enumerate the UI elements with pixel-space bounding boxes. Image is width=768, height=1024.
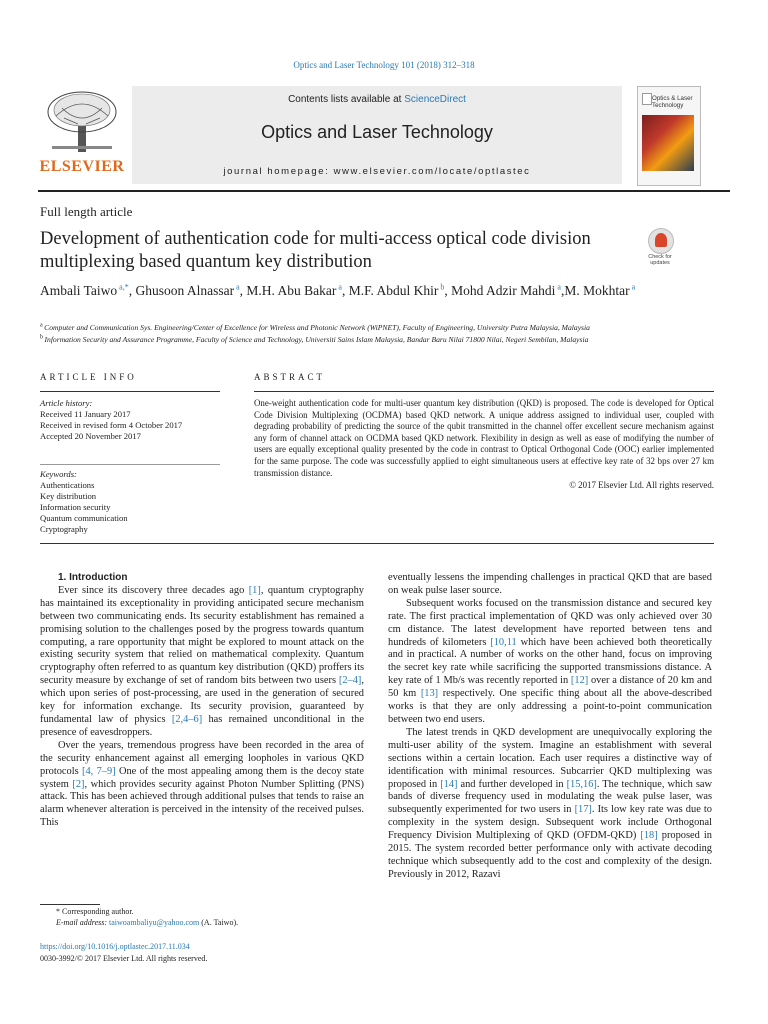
paragraph-text: . The technique, which saw bands of diverse frequency used in modulating the weak pulse laser, was subsequently experimented for two users in: [388, 778, 713, 816]
contents-line: [132, 94, 622, 105]
author-separator: ,: [444, 283, 452, 298]
paragraph-text: . Its low key rate was due to complexity in the system design. Subsequent work include Orthogonal Frequency Division Multiplexing of QKD (OFDM-QKD): [388, 804, 712, 842]
contents-prefix: Contents lists available at: [288, 94, 405, 105]
abstract-heading: ABSTRACT: [254, 372, 326, 382]
sciencedirect-link[interactable]: ScienceDirect: [404, 94, 466, 105]
keywords-rule: [40, 464, 220, 465]
affiliation-text: Computer and Communication Sys. Engineering/Center of Excellence for Wireless and Photonic Network (WiPNET), Faculty of Engineering, University Putra Malaysia, Malaysia: [44, 323, 590, 332]
author-affiliation-mark[interactable]: a,*: [117, 282, 129, 292]
body-paragraph: [388, 598, 712, 727]
paragraph-text: has remained unconditional in the presence of eavesdroppers.: [40, 713, 364, 738]
affiliation-line: [40, 322, 720, 334]
author-affiliation-mark[interactable]: a: [234, 282, 240, 292]
journal-name: Optics and Laser Technology: [261, 122, 493, 142]
keywords-list: [40, 480, 220, 535]
author-name[interactable]: Ambali Taiwo: [40, 283, 118, 298]
author-separator: ,: [560, 283, 565, 298]
email-suffix: (A. Taiwo).: [199, 918, 239, 927]
author-name[interactable]: M. Mokhtar: [564, 283, 630, 298]
keyword-item: Cryptography: [40, 524, 88, 534]
crossmark-button[interactable]: [640, 228, 680, 268]
affiliation-line: [40, 334, 720, 346]
citation-link[interactable]: [4, 7–9]: [82, 765, 116, 777]
body-right-column: [388, 572, 712, 882]
doi-block: [40, 941, 370, 965]
abstract-section: [254, 372, 714, 490]
paragraph-text: which have been achieved both theoretically and in practical. A number of works on the other hand, focus on improving the secret key rate while sacrificing the supported transmissions distance. A key rate of 1 Mb/s was recently reported in: [388, 636, 713, 687]
paragraph-text: Over the years, tremendous progress have been recorded in the area of the security enhancement against all emerging loopholes in various QKD protocols: [40, 739, 364, 777]
email-label: E-mail address:: [56, 918, 110, 927]
abstract-bottom-rule: [40, 543, 714, 544]
cover-mini-logo-icon: [642, 93, 652, 105]
paragraph-text: and further developed in: [457, 778, 567, 790]
paragraph-text: respectively. One specific thing about all the above-described works is that they are only addressing a point-to-point communication between two end users.: [388, 688, 712, 725]
abstract-copyright: © 2017 Elsevier Ltd. All rights reserved.: [569, 480, 714, 491]
crossmark-label: Check for updates: [648, 254, 672, 266]
keyword-item: Key distribution: [40, 491, 97, 501]
journal-citation[interactable]: Optics and Laser Technology 101 (2018) 312–318: [293, 60, 475, 70]
crossmark-icon: [648, 228, 674, 254]
paragraph-text: Ever since its discovery three decades ago: [58, 584, 249, 596]
journal-header-band: [132, 86, 622, 184]
author-name[interactable]: M.H. Abu Bakar: [246, 283, 337, 298]
history-item: Received 11 January 2017: [40, 409, 131, 419]
paragraph-text: Subsequent works focused on the transmission distance and secured key rate. The first practical implementation of QKD was only achieved over 30 cm distance. The latest development have reported between tens and hundreds of kilometers: [388, 597, 712, 648]
citation-link[interactable]: [1]: [248, 584, 261, 596]
affiliation-mark: a: [40, 322, 45, 329]
body-paragraph: [388, 572, 712, 598]
affiliation-text: Information Security and Assurance Programme, Faculty of Science and Technology, Universiti Sains Islam Malaysia, Bandar Baru Nilai 71800 Nilai, Negeri Sembilan, Malaysia: [44, 335, 589, 344]
abstract-rule: [254, 391, 714, 392]
cover-title: Optics & Laser Technology: [652, 95, 693, 109]
right-paragraphs: [388, 572, 712, 882]
keyword-item: Quantum communication: [40, 513, 128, 523]
affiliations: [40, 322, 720, 346]
history-item: Accepted 20 November 2017: [40, 431, 141, 441]
citation-link[interactable]: [2]: [72, 778, 85, 790]
elsevier-wordmark: ELSEVIER: [39, 158, 125, 175]
abstract-text: One-weight authentication code for multi-user quantum key distribution (QKD) is proposed. The code is developed for Optical Code Division Multiplexing (OCDMA) based QKD network. A unique address assigned to individual user, coupled with degrading probability of predicting the source of the qubit transmitted in the channel offer excellent secure mechanism against any form of channel attack on OCDMA based QKD network. Flexibility in design as well as ease of modifying the number of users are equally exceptional quality presented by the code in contrast to Optical Orthogonal Code (OOC) earlier implemented for the same purpose. The code was successfully applied to eight simultaneous users at effective key rate of 32 bps over 27 km transmission distance.: [254, 398, 714, 478]
body-paragraph: [40, 740, 364, 830]
left-paragraphs: [40, 585, 364, 830]
article-type: Full length article: [40, 204, 133, 219]
article-info: [40, 372, 220, 535]
paragraph-text: proposed in 2015. The system recorded better performance only with activate decoding technique which subsequently add to the cost and complexity of the design. Previously in 2012, Razavi: [388, 830, 712, 880]
paragraph-text: , quantum cryptography has maintained its exceptionality in providing anticipated secure mechanism between two communicating ends. Its security establishment has remained a promising solution to the challenges posed by the progress towards quantum computing, a rare opportunity that might be explored to mount attack on the existing security system that relied on mathematical complexity. Quantum cryptography often referred to as quantum key distribution (QKD) proffers its security measure by exchange of set of random bits between two users: [40, 584, 364, 687]
author-name[interactable]: Mohd Adzir Mahdi: [451, 283, 556, 298]
paragraph-text: One of the most appealing among them is the decoy state system: [40, 765, 364, 790]
author-name[interactable]: M.F. Abdul Khir: [348, 283, 439, 298]
journal-homepage[interactable]: journal homepage: www.elsevier.com/locate/optlastec: [223, 166, 531, 177]
author-separator: ,: [341, 283, 349, 298]
email-link[interactable]: taiwoambaliyu@yahoo.com: [109, 918, 200, 927]
author-separator: ,: [128, 283, 136, 298]
footnotes: [40, 906, 370, 928]
cover-image: [642, 115, 694, 171]
history-label: Article history:: [40, 398, 93, 408]
author-name[interactable]: Ghusoon Alnassar: [135, 283, 235, 298]
keyword-item: Authentications: [40, 480, 95, 490]
paragraph-text: , which upon series of post-processing, are used in the generation of secured key for information exchange. Its security provision, guaranteed by fundamental law of physics: [40, 675, 364, 725]
affiliation-mark: b: [40, 334, 45, 341]
citation-link[interactable]: [15,16]: [566, 778, 597, 790]
elsevier-tree-icon: [44, 88, 120, 154]
doi-link[interactable]: https://doi.org/10.1016/j.optlastec.2017.11.034: [40, 942, 190, 951]
author-list: [40, 282, 690, 300]
body-left-column: [40, 572, 364, 830]
issn-line: 0030-3992/© 2017 Elsevier Ltd. All rights reserved.: [40, 954, 208, 963]
article-info-rule: [40, 391, 220, 392]
history-item: Received in revised form 4 October 2017: [40, 420, 183, 430]
citation-link[interactable]: [18]: [640, 830, 658, 842]
paragraph-text: over a distance of 20 km and 50 km: [388, 675, 712, 700]
journal-cover-thumbnail[interactable]: [637, 86, 701, 186]
author-affiliation-mark[interactable]: b: [438, 282, 445, 292]
citation-link[interactable]: [10,11: [490, 636, 517, 648]
citation-link[interactable]: [17]: [574, 804, 592, 816]
paragraph-text: , which provides security against Photon Number Splitting (PNS) attack. This has been achieved through additional pulses that tends to raise an alarm whenever alteration is perceived in the intensity of the received pulses. This: [40, 778, 365, 829]
paragraph-text: The latest trends in QKD development are unequivocally exploring the multi-user ability of the system. Imagine an establishment with several sections within a certain location. Each user requires a distinctive way of identification with minimal resources. Subcarrier QKD multiplexing was proposed in: [388, 726, 712, 790]
elsevier-logo: [38, 86, 126, 182]
keywords-label: Keywords:: [40, 469, 77, 479]
author-affiliation-mark[interactable]: a: [629, 282, 636, 292]
citation-link[interactable]: [2,4–6]: [171, 713, 203, 725]
citation-link[interactable]: [2–4]: [338, 675, 362, 687]
section-heading: 1. Introduction: [58, 572, 128, 583]
footnote-rule: [40, 904, 100, 905]
article-info-heading: ARTICLE INFO: [40, 372, 137, 382]
corresponding-author-note: * Corresponding author.: [56, 907, 134, 916]
author-separator: ,: [239, 283, 247, 298]
body-paragraph: [388, 727, 712, 882]
history-list: [40, 409, 220, 442]
email-line: [40, 917, 370, 928]
author-affiliation-mark[interactable]: a: [555, 282, 561, 292]
citation-link[interactable]: [12]: [570, 675, 589, 687]
citation-link[interactable]: [14]: [440, 778, 458, 790]
author-affiliation-mark[interactable]: a: [336, 282, 342, 292]
body-paragraph: [40, 585, 364, 740]
citation-link[interactable]: [13]: [420, 688, 439, 700]
keyword-item: Information security: [40, 502, 111, 512]
paragraph-text: eventually lessens the impending challenges in practical QKD that are based on weak pulse laser source.: [388, 572, 712, 596]
article-title: Development of authentication code for multi-access optical code division multiplexing based quantum key distribution: [40, 229, 591, 272]
